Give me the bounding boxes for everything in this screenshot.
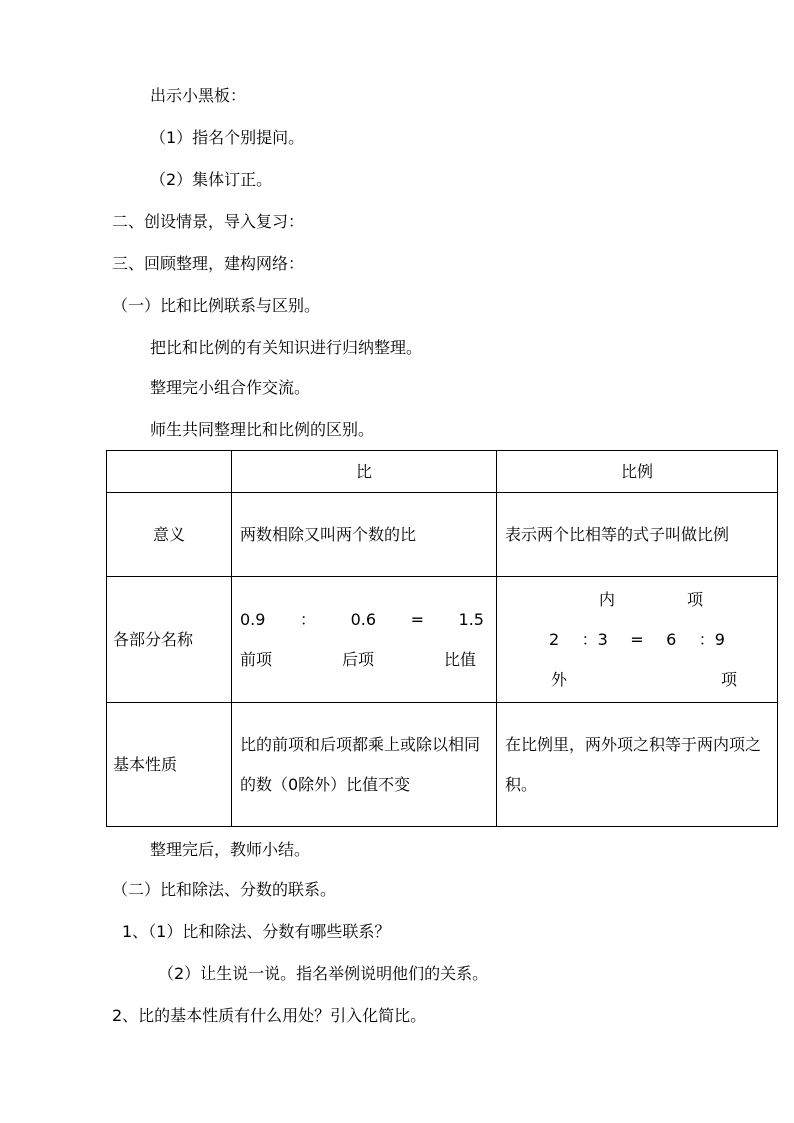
comparison-table	[106, 450, 778, 827]
prop-term-1: 2	[549, 629, 560, 649]
outer-label-char-2: 项	[720, 669, 737, 689]
table-row-part-names	[107, 577, 778, 703]
ratio-colon: ：	[300, 609, 317, 629]
after-line-4: （2）让生说一说。指名举例说明他们的关系。	[158, 964, 489, 983]
row-label-part-names: 各部分名称	[107, 577, 232, 703]
ratio-expression	[240, 600, 488, 640]
table-header-ratio: 比	[232, 451, 497, 493]
row-label-basic-property: 基本性质	[107, 703, 232, 827]
ratio-consequent-label: 后项	[341, 649, 374, 669]
ratio-term-names	[240, 640, 488, 680]
proportion-expression	[505, 620, 769, 660]
prop-equals: =	[630, 629, 644, 649]
ratio-equals: =	[410, 609, 424, 629]
section-three-heading: 三、回顾整理，建构网络：	[112, 254, 305, 273]
ratio-antecedent-value: 0.9	[240, 609, 266, 629]
proportion-inner-label	[505, 580, 769, 620]
section-two-heading: 二、创设情景，导入复习：	[112, 212, 305, 231]
table-header-empty	[107, 451, 232, 493]
intro-line-2: （1）指名个别提问。	[150, 128, 305, 147]
intro-line-7: 把比和比例的有关知识进行归纳整理。	[150, 338, 423, 357]
proportion-outer-label	[505, 660, 769, 700]
inner-label-char-1: 内	[599, 589, 616, 609]
ratio-meaning: 两数相除又叫两个数的比	[232, 493, 497, 577]
prop-term-2: ：3	[581, 629, 608, 649]
table-header-row	[107, 451, 778, 493]
table-row-basic-property	[107, 703, 778, 827]
ratio-basic-property: 比的前项和后项都乘上或除以相同的数（0除外）比值不变	[232, 703, 497, 827]
intro-line-8: 整理完小组合作交流。	[150, 378, 311, 397]
after-line-1: 整理完后，教师小结。	[150, 840, 311, 859]
proportion-meaning: 表示两个比相等的式子叫做比例	[497, 493, 778, 577]
ratio-part-names	[232, 577, 497, 703]
outer-label-char-1: 外	[551, 669, 568, 689]
row-label-meaning: 意义	[107, 493, 232, 577]
ratio-consequent-value: 0.6	[350, 609, 377, 629]
intro-line-9: 师生共同整理比和比例的区别。	[150, 420, 375, 439]
ratio-antecedent-label: 前项	[240, 649, 273, 669]
proportion-basic-property: 在比例里，两外项之积等于两内项之积。	[497, 703, 778, 827]
after-line-3: 1、（1）比和除法、分数有哪些联系？	[122, 922, 391, 941]
table-header-proportion: 比例	[497, 451, 778, 493]
subsection-two-heading: （二）比和除法、分数的联系。	[112, 880, 337, 899]
inner-label-char-2: 项	[686, 589, 703, 609]
intro-line-3: （2）集体订正。	[150, 170, 273, 189]
after-line-5: 2、比的基本性质有什么用处？引入化简比。	[112, 1006, 427, 1025]
ratio-value: 1.5	[458, 609, 484, 629]
ratio-value-label: 比值	[443, 649, 476, 669]
proportion-part-names	[497, 577, 778, 703]
prop-term-4: ：9	[698, 629, 725, 649]
subsection-one-heading: （一）比和比例联系与区别。	[112, 296, 321, 315]
intro-line-1: 出示小黑板：	[150, 86, 247, 105]
prop-term-3: 6	[666, 629, 677, 649]
table-row-meaning	[107, 493, 778, 577]
